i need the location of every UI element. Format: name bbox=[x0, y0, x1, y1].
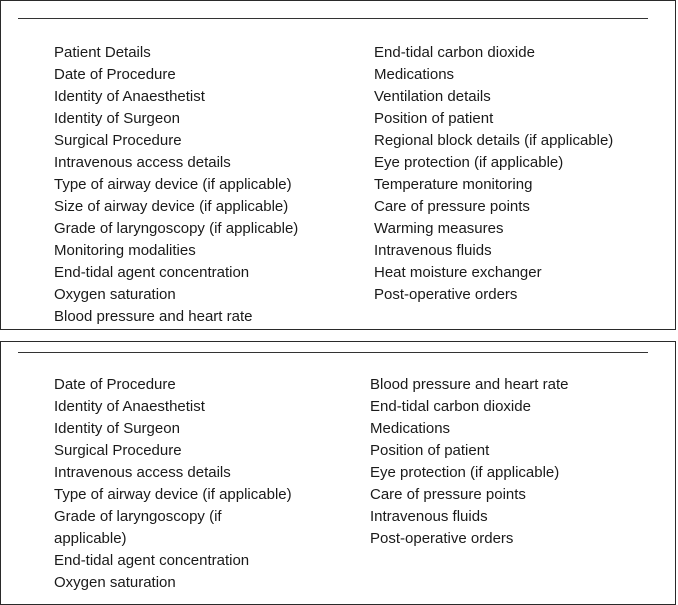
list-item: End-tidal carbon dioxide bbox=[370, 398, 531, 415]
list-item: Date of Procedure bbox=[54, 376, 176, 393]
list-item: Temperature monitoring bbox=[374, 176, 533, 193]
list-item: Oxygen saturation bbox=[54, 286, 176, 303]
list-item: End-tidal agent concentration bbox=[54, 264, 250, 281]
list-item: Blood pressure and heart rate bbox=[54, 308, 253, 325]
bottom-table-left-column bbox=[54, 374, 292, 594]
list-item: Intravenous fluids bbox=[370, 508, 488, 525]
list-item: Oxygen saturation bbox=[54, 574, 176, 591]
list-item: Eye protection (if applicable) bbox=[374, 154, 564, 171]
list-item: Surgical Procedure bbox=[54, 132, 182, 149]
list-item: Medications bbox=[370, 420, 451, 437]
list-item: Position of patient bbox=[370, 442, 490, 459]
list-item: Size of airway device (if applicable) bbox=[54, 198, 289, 215]
list-item: Surgical Procedure bbox=[54, 442, 182, 459]
list-item: Post-operative orders bbox=[370, 530, 514, 547]
list-item: Regional block details (if applicable) bbox=[374, 132, 614, 149]
list-item: Warming measures bbox=[374, 220, 504, 237]
list-item: Type of airway device (if applicable) bbox=[54, 486, 292, 503]
list-item: Position of patient bbox=[374, 110, 494, 127]
list-item: Care of pressure points bbox=[374, 198, 530, 215]
list-item: applicable) bbox=[54, 530, 127, 547]
list-item: Blood pressure and heart rate bbox=[370, 376, 569, 393]
list-item: Intravenous access details bbox=[54, 154, 231, 171]
list-item: Eye protection (if applicable) bbox=[370, 464, 560, 481]
list-item: Ventilation details bbox=[374, 88, 491, 105]
list-item: Type of airway device (if applicable) bbox=[54, 176, 292, 193]
list-item: Identity of Anaesthetist bbox=[54, 398, 205, 415]
list-item: Date of Procedure bbox=[54, 66, 176, 83]
list-item: End-tidal agent concentration bbox=[54, 552, 250, 569]
list-item: End-tidal carbon dioxide bbox=[374, 44, 535, 61]
top-table-header-rule bbox=[18, 18, 648, 19]
list-item: Grade of laryngoscopy (if bbox=[54, 508, 222, 525]
list-item: Medications bbox=[374, 66, 455, 83]
list-item: Post-operative orders bbox=[374, 286, 518, 303]
list-item: Patient Details bbox=[54, 44, 151, 61]
top-table-right-column bbox=[374, 42, 613, 306]
list-item: Monitoring modalities bbox=[54, 242, 196, 259]
list-item: Identity of Surgeon bbox=[54, 420, 180, 437]
list-item: Intravenous access details bbox=[54, 464, 231, 481]
list-item: Identity of Surgeon bbox=[54, 110, 180, 127]
list-item: Heat moisture exchanger bbox=[374, 264, 542, 281]
list-item: Intravenous fluids bbox=[374, 242, 492, 259]
top-table-left-column bbox=[54, 42, 298, 328]
list-item: Grade of laryngoscopy (if applicable) bbox=[54, 220, 299, 237]
list-item: Care of pressure points bbox=[370, 486, 526, 503]
bottom-table-panel bbox=[0, 341, 676, 605]
bottom-table-right-column bbox=[370, 374, 568, 550]
list-item: Identity of Anaesthetist bbox=[54, 88, 205, 105]
bottom-table-header-rule bbox=[18, 352, 648, 353]
